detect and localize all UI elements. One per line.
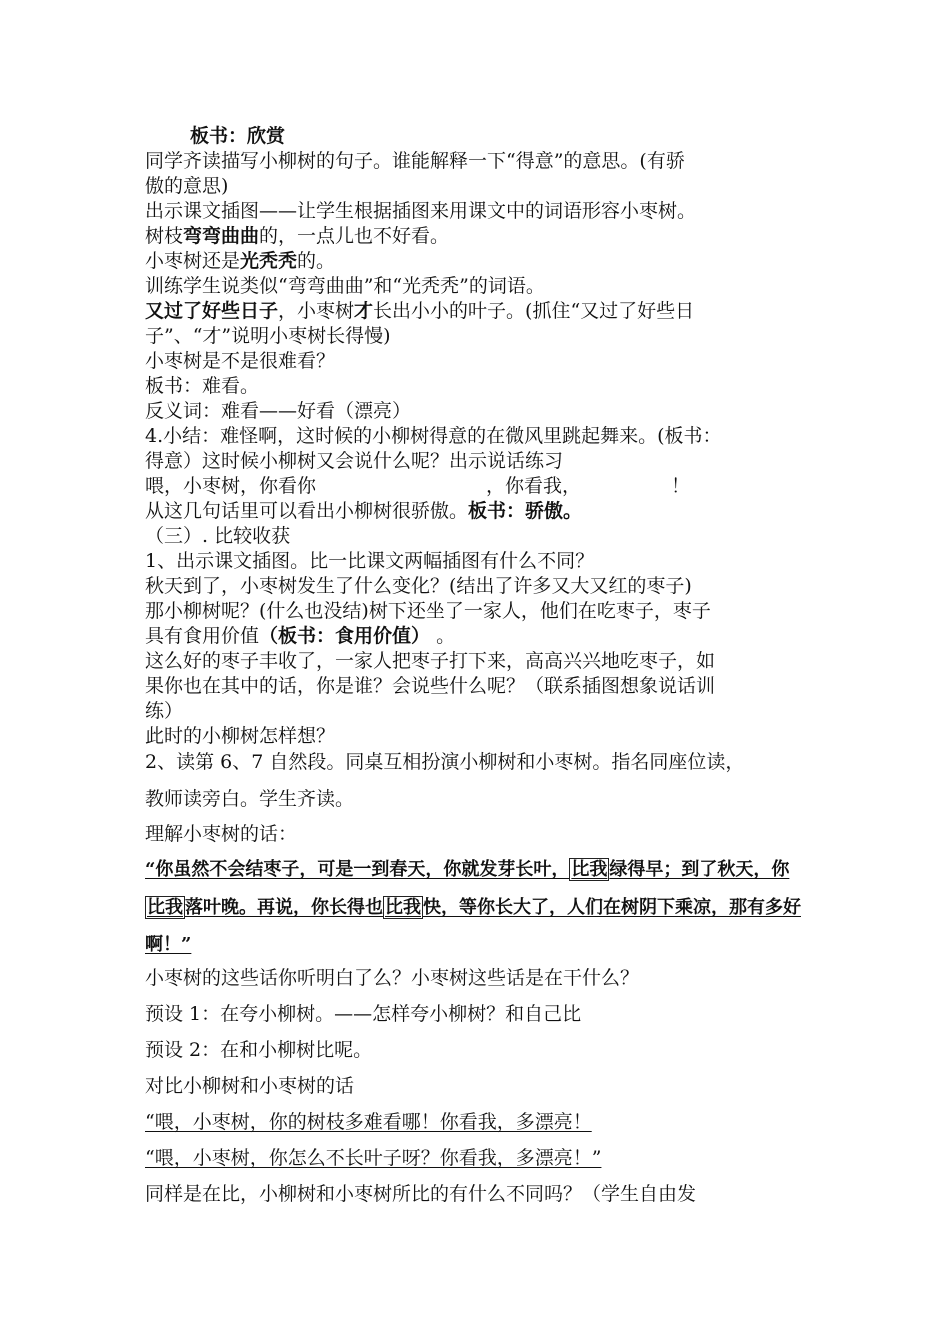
quote-line: [145, 858, 789, 882]
paragraph-line: 果你也在其中的话，你是谁？会说些什么呢？（联系插图想象说话训: [145, 675, 716, 697]
paragraph-line: 秋天到了，小枣树发生了什么变化？(结出了许多又大又红的枣子): [145, 575, 692, 597]
text-run: 长出小小的叶子。(抓住“又过了好些日: [373, 300, 695, 322]
paragraph-line: 预设 2：在和小柳树比呢。: [145, 1039, 373, 1061]
text-run: ，小枣树: [278, 300, 355, 322]
bold-phrase: 弯弯曲曲: [183, 225, 260, 247]
text-run: “你虽然不会结枣子，可是一到春天，你就发芽长叶，: [145, 859, 570, 880]
paragraph-line: 出示课文插图——让学生根据插图来用课文中的词语形容小枣树。: [145, 200, 697, 222]
willow-quote-line: “喂，小枣树，你的树枝多难看哪！你看我，多漂亮！: [145, 1111, 592, 1133]
paragraph-line: 4.小结：难怪啊，这时候的小柳树得意的在微风里跳起舞来。(板书：: [145, 425, 722, 447]
boxed-phrase: 比我: [385, 897, 421, 918]
text-run: 落叶晚。再说，你长得也: [185, 897, 383, 918]
paragraph-line: 训练学生说类似“弯弯曲曲”和“光秃秃”的词语。: [145, 275, 545, 297]
paragraph-line: 1、出示课文插图。比一比课文两幅插图有什么不同？: [145, 550, 595, 572]
text-run: 从这几句话里可以看出小柳树很骄傲。: [145, 500, 469, 522]
paragraph-line: 那小柳树呢？(什么也没结)树下还坐了一家人，他们在吃枣子，枣子: [145, 600, 711, 622]
paragraph-line: 此时的小柳树怎样想？: [145, 725, 336, 747]
text-run: 绿得早；到了秋天，你: [609, 859, 790, 880]
quote-line: 啊！”: [145, 934, 192, 955]
text-run: ，你看我，: [486, 475, 582, 497]
paragraph-line: 预设 1：在夸小柳树。——怎样夸小柳树？和自己比: [145, 1003, 582, 1025]
paragraph-line: 小枣树是不是很难看？: [145, 350, 336, 372]
text-run: 。: [430, 625, 456, 647]
bold-phrase: 光秃秃: [240, 250, 298, 272]
bold-phrase: 又过了好些日子: [145, 300, 279, 322]
text-run: 的。: [297, 250, 336, 272]
boxed-phrase: 比我: [147, 897, 183, 918]
paragraph-line: [145, 499, 582, 523]
text-run: 喂，小枣树，你看你: [145, 475, 317, 497]
speech-practice-line: [145, 474, 690, 498]
quote-line: [145, 896, 801, 920]
paragraph-line: 小枣树的这些话你听明白了么？小枣树这些话是在干什么？: [145, 967, 640, 989]
boxed-phrase: 比我: [571, 859, 608, 880]
text-run: 小枣树还是: [145, 250, 241, 272]
paragraph-line: 练）: [145, 700, 184, 722]
paragraph-line: [145, 249, 335, 273]
paragraph-line: [145, 624, 455, 648]
willow-quote-line: “喂，小枣树，你怎么不长叶子呀？你看我，多漂亮！”: [145, 1147, 602, 1169]
bold-phrase: 板书：骄傲。: [468, 500, 583, 522]
paragraph-line: 反义词：难看——好看（漂亮）: [145, 400, 412, 422]
text-run: 快，等你长大了，人们在树阴下乘凉，那有多好: [423, 897, 801, 918]
paragraph-line: 同学齐读描写小柳树的句子。谁能解释一下“得意”的意思。(有骄: [145, 150, 685, 172]
paragraph-line: 这么好的枣子丰收了，一家人把枣子打下来，高高兴兴地吃枣子，如: [145, 650, 716, 672]
board-heading-appreciate: 板书：欣赏: [190, 125, 286, 147]
section-heading: （三）. 比较收获: [145, 525, 291, 547]
paragraph-line: 2、读第 6、7 自然段。同桌互相扮演小柳树和小枣树。指名同座位读，: [145, 751, 745, 773]
paragraph-line: [145, 224, 449, 248]
paragraph-line: 教师读旁白。学生齐读。: [145, 788, 355, 810]
bold-phrase: 才: [354, 300, 374, 322]
paragraph-line: 理解小枣树的话：: [145, 823, 298, 845]
text-run: 具有食用价值: [145, 625, 260, 647]
paragraph-line: 得意）这时候小柳树又会说什么呢？出示说话练习: [145, 450, 564, 472]
paragraph-line: 同样是在比，小柳树和小枣树所比的有什么不同吗？（学生自由发: [145, 1183, 697, 1205]
bold-phrase: （板书：食用价值）: [259, 625, 431, 647]
paragraph-line: 板书：难看。: [145, 375, 260, 397]
paragraph-line: 对比小柳树和小枣树的话: [145, 1075, 355, 1097]
text-run: 树枝: [145, 225, 184, 247]
paragraph-line: 子”、“才”说明小枣树长得慢): [145, 325, 391, 347]
text-run: 的，一点儿也不好看。: [259, 225, 450, 247]
paragraph-line: 傲的意思): [145, 175, 229, 197]
paragraph-line: [145, 299, 694, 323]
text-run: ！: [671, 475, 691, 497]
